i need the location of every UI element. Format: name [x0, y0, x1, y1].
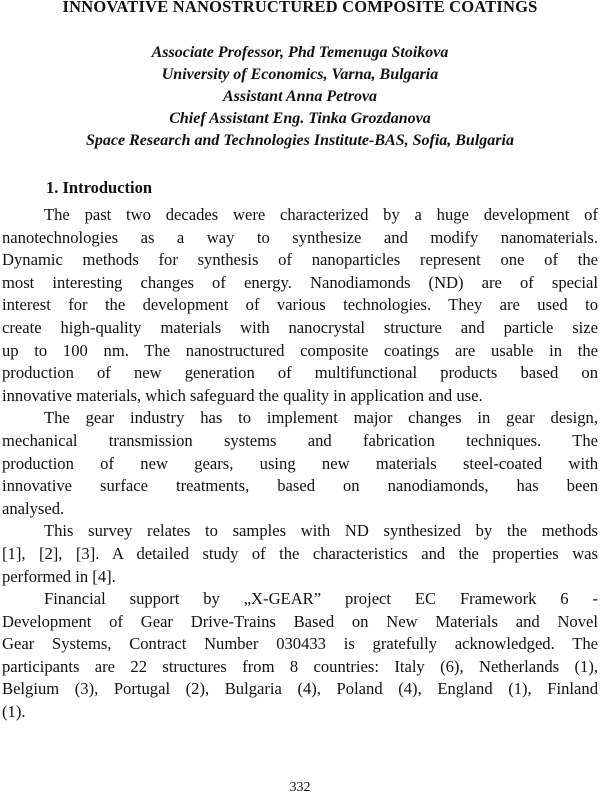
- paragraph-3: [2, 520, 598, 588]
- text-line: The gear industry has to implement major changes in gear design,: [44, 408, 598, 428]
- text-line: interest for the development of various technologies. They are used to: [2, 295, 598, 315]
- text-line: up to 100 nm. The nanostructured composite coatings are usable in the: [2, 340, 598, 360]
- text-line: analysed.: [2, 498, 65, 518]
- paragraph-2: [2, 407, 598, 520]
- text-line: (1).: [2, 702, 26, 722]
- text-line: innovative surface treatments, based on nanodiamonds, has been: [2, 476, 598, 496]
- text-line: production of new generation of multifunctional products based on: [2, 363, 598, 383]
- author-line-1: Associate Professor, Phd Temenuga Stoikova: [151, 44, 449, 61]
- paragraph-1: [2, 204, 598, 407]
- author-block: [0, 42, 600, 152]
- text-line: most interesting changes of energy. Nanodiamonds (ND) are of special: [2, 272, 598, 292]
- author-affiliation-2: Space Research and Technologies Institute-BAS, Sofia, Bulgaria: [86, 132, 514, 149]
- text-line: Financial support by „X-GEAR” project EC Framework 6 -: [44, 589, 598, 609]
- author-line-2: Assistant Anna Petrova: [222, 88, 378, 105]
- text-line: innovative materials, which safeguard the quality in application and use.: [2, 385, 483, 405]
- text-line: The past two decades were characterized by a huge development of: [44, 205, 598, 224]
- text-line: performed in [4].: [2, 566, 116, 586]
- text-line: mechanical transmission systems and fabrication techniques. The: [2, 430, 598, 450]
- text-line: Gear Systems, Contract Number 030433 is gratefully acknowledged. The: [2, 634, 598, 654]
- body-text: [2, 204, 598, 724]
- text-line: Belgium (3), Portugal (2), Bulgaria (4), Poland (4), England (1), Finland: [2, 679, 598, 699]
- paragraph-4: [2, 588, 598, 724]
- section-heading: 1. Introduction: [46, 178, 153, 197]
- text-line: This survey relates to samples with ND synthesized by the methods: [44, 521, 598, 541]
- text-line: Dynamic methods for synthesis of nanoparticles represent one of the: [2, 250, 598, 270]
- text-line: participants are 22 structures from 8 countries: Italy (6), Netherlands (1),: [2, 656, 598, 676]
- text-line: Development of Gear Drive-Trains Based on New Materials and Novel: [2, 611, 598, 631]
- page-number: 332: [289, 780, 311, 795]
- text-line: create high-quality materials with nanocrystal structure and particle size: [2, 317, 598, 337]
- text-line: [1], [2], [3]. A detailed study of the characteristics and the properties was: [2, 543, 598, 563]
- author-affiliation-1: University of Economics, Varna, Bulgaria: [161, 66, 439, 83]
- text-line: nanotechnologies as a way to synthesize and modify nanomaterials.: [2, 227, 598, 247]
- text-line: production of new gears, using new materials steel-coated with: [2, 453, 598, 473]
- paper-title: INNOVATIVE NANOSTRUCTURED COMPOSITE COATINGS: [62, 0, 538, 16]
- author-line-3: Chief Assistant Eng. Tinka Grozdanova: [169, 110, 431, 127]
